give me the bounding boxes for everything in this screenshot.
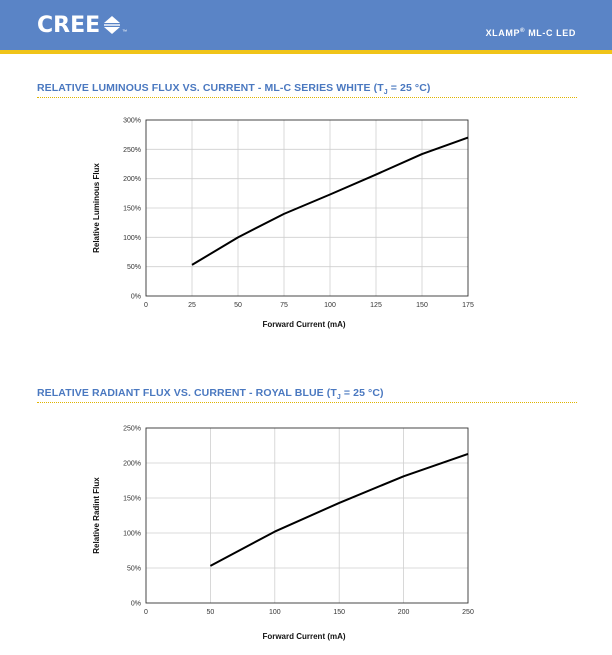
y-tick-label: 0% <box>130 293 141 301</box>
y-tick-label: 250% <box>123 146 141 154</box>
x-tick-label: 125 <box>370 302 382 309</box>
y-tick-label: 150% <box>123 205 141 213</box>
x-tick-label: 100 <box>324 302 336 309</box>
y-tick-label: 250% <box>123 425 141 433</box>
x-axis-title: Forward Current (mA) <box>262 632 346 641</box>
cree-logo <box>37 12 127 38</box>
product-name: XLAMP® ML-C LED <box>485 28 576 38</box>
x-tick-label: 50 <box>234 302 242 309</box>
x-tick-label: 0 <box>144 302 148 309</box>
y-tick-label: 200% <box>123 460 141 468</box>
y-axis-title: Relative Radint Flux <box>92 477 101 554</box>
chart-title-white: RELATIVE LUMINOUS FLUX VS. CURRENT - ML-C SERIES WHITE ($T_J = 25$ °C) <box>37 82 431 97</box>
logo-text: CREE <box>37 12 101 38</box>
radiant-flux-chart <box>0 415 612 655</box>
x-tick-label: 25 <box>188 302 196 309</box>
chart-title-blue: RELATIVE RADIANT FLUX VS. CURRENT - ROYAL BLUE ($T_J = 25$ °C) <box>37 387 384 402</box>
header-stripe <box>0 50 612 54</box>
y-tick-label: 150% <box>123 495 141 503</box>
y-tick-label: 100% <box>123 530 141 538</box>
plot-frame <box>146 428 468 603</box>
x-tick-label: 0 <box>144 609 148 616</box>
header-bar <box>0 0 612 50</box>
y-tick-label: 50% <box>126 264 141 272</box>
x-tick-label: 150 <box>416 302 428 309</box>
y-tick-label: 300% <box>123 117 141 125</box>
x-tick-label: 200 <box>397 609 410 616</box>
title-divider-blue <box>37 402 577 403</box>
logo-trademark: ™ <box>122 29 128 35</box>
x-tick-label: 175 <box>462 302 474 309</box>
x-tick-label: 250 <box>462 609 474 616</box>
x-axis-title: Forward Current (mA) <box>262 320 346 329</box>
y-tick-label: 100% <box>123 234 141 242</box>
cree-arrows-icon <box>103 15 121 35</box>
y-axis-title: Relative Luminous Flux <box>92 163 101 253</box>
y-tick-label: 50% <box>126 565 141 573</box>
x-tick-label: 50 <box>206 609 215 616</box>
y-tick-label: 0% <box>130 600 141 608</box>
x-tick-label: 75 <box>280 302 288 309</box>
x-tick-label: 150 <box>333 609 346 616</box>
x-tick-label: 100 <box>268 609 281 616</box>
title-divider-white <box>37 97 577 98</box>
luminous-flux-chart <box>0 105 612 345</box>
y-tick-label: 200% <box>123 176 141 184</box>
